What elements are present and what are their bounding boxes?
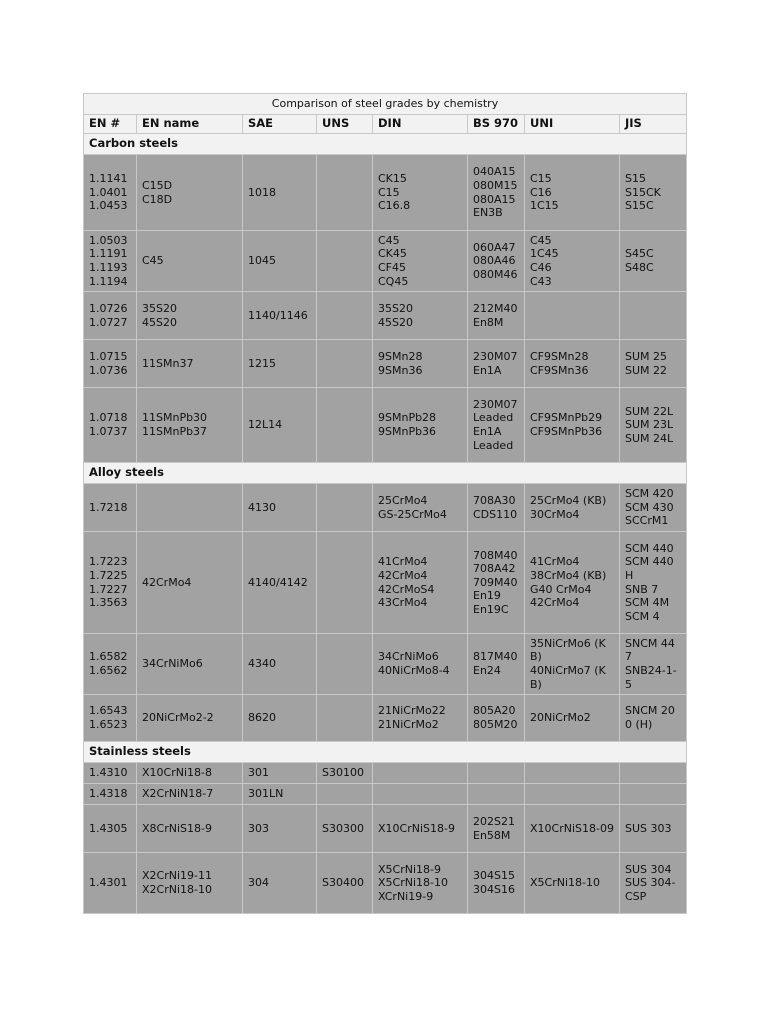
cell-en-number: 1.0718 1.0737: [84, 388, 137, 463]
cell-uni: [525, 292, 620, 340]
section-title: Stainless steels: [84, 742, 687, 763]
cell-din: [373, 763, 468, 784]
cell-sae: 4340: [243, 634, 317, 695]
cell-en-number: 1.1141 1.0401 1.0453: [84, 155, 137, 231]
section-title: Carbon steels: [84, 134, 687, 155]
cell-uni: [525, 763, 620, 784]
cell-en-name: 20NiCrMo2-2: [137, 695, 243, 742]
cell-sae: 8620: [243, 695, 317, 742]
cell-bs-970: 212M40 En8M: [468, 292, 525, 340]
cell-en-number: 1.4305: [84, 805, 137, 853]
cell-uns: [317, 340, 373, 388]
cell-jis: [620, 784, 687, 805]
cell-din: C45 CK45 CF45 CQ45: [373, 231, 468, 292]
table-row: [84, 484, 687, 532]
cell-en-number: 1.4318: [84, 784, 137, 805]
cell-bs-970: 304S15 304S16: [468, 853, 525, 914]
cell-en-name: 35S20 45S20: [137, 292, 243, 340]
cell-jis: SNCM 447 SNB24-1-5: [620, 634, 687, 695]
table-row: [84, 231, 687, 292]
cell-uns: [317, 634, 373, 695]
cell-en-name: [137, 484, 243, 532]
cell-en-number: 1.7223 1.7225 1.7227 1.3563: [84, 532, 137, 634]
table-row: [84, 340, 687, 388]
cell-jis: [620, 763, 687, 784]
table-row: [84, 155, 687, 231]
cell-jis: SUM 22L SUM 23L SUM 24L: [620, 388, 687, 463]
cell-uni: 35NiCrMo6 (KB) 40NiCrMo7 (KB): [525, 634, 620, 695]
cell-uns: S30400: [317, 853, 373, 914]
cell-jis: SCM 440 SCM 440H SNB 7 SCM 4M SCM 4: [620, 532, 687, 634]
cell-uni: C15 C16 1C15: [525, 155, 620, 231]
cell-en-number: 1.4310: [84, 763, 137, 784]
cell-jis: SUS 303: [620, 805, 687, 853]
header-uns[interactable]: UNS: [317, 115, 373, 134]
cell-bs-970: 202S21 En58M: [468, 805, 525, 853]
cell-uns: [317, 695, 373, 742]
cell-uni: 20NiCrMo2: [525, 695, 620, 742]
cell-bs-970: 817M40 En24: [468, 634, 525, 695]
table-header: [84, 115, 687, 134]
header-uni[interactable]: UNI: [525, 115, 620, 134]
cell-en-number: 1.6543 1.6523: [84, 695, 137, 742]
cell-sae: 1045: [243, 231, 317, 292]
cell-sae: 1215: [243, 340, 317, 388]
cell-jis: S45C S48C: [620, 231, 687, 292]
cell-en-number: 1.4301: [84, 853, 137, 914]
table-row: [84, 532, 687, 634]
table-row: [84, 763, 687, 784]
cell-din: 9SMn28 9SMn36: [373, 340, 468, 388]
cell-din: X5CrNi18-9 X5CrNi18-10 XCrNi19-9: [373, 853, 468, 914]
cell-din: CK15 C15 C16.8: [373, 155, 468, 231]
table-body: [84, 134, 687, 914]
steel-grade-table: [83, 93, 687, 914]
table-row: [84, 853, 687, 914]
cell-sae: 304: [243, 853, 317, 914]
cell-din: 35S20 45S20: [373, 292, 468, 340]
cell-bs-970: 708A30 CDS110: [468, 484, 525, 532]
cell-uns: [317, 784, 373, 805]
header-sae[interactable]: SAE: [243, 115, 317, 134]
cell-sae: 1018: [243, 155, 317, 231]
cell-en-name: X2CrNiN18-7: [137, 784, 243, 805]
cell-bs-970: 230M07 Leaded En1A Leaded: [468, 388, 525, 463]
cell-en-name: X8CrNiS18-9: [137, 805, 243, 853]
cell-uns: [317, 532, 373, 634]
cell-bs-970: [468, 784, 525, 805]
cell-uni: C45 1C45 C46 C43: [525, 231, 620, 292]
cell-jis: S15 S15CK S15C: [620, 155, 687, 231]
table-row: [84, 695, 687, 742]
header-din[interactable]: DIN: [373, 115, 468, 134]
cell-uni: CF9SMnPb29 CF9SMnPb36: [525, 388, 620, 463]
table-row: [84, 805, 687, 853]
cell-sae: 12L14: [243, 388, 317, 463]
cell-bs-970: 230M07 En1A: [468, 340, 525, 388]
section-title: Alloy steels: [84, 463, 687, 484]
cell-jis: [620, 292, 687, 340]
cell-din: 41CrMo4 42CrMo4 42CrMoS4 43CrMo4: [373, 532, 468, 634]
cell-uni: CF9SMn28 CF9SMn36: [525, 340, 620, 388]
cell-jis: SUS 304 SUS 304-CSP: [620, 853, 687, 914]
cell-jis: SCM 420 SCM 430 SCCrM1: [620, 484, 687, 532]
table-row: [84, 292, 687, 340]
cell-uni: [525, 784, 620, 805]
cell-din: X10CrNiS18-9: [373, 805, 468, 853]
cell-bs-970: 040A15 080M15 080A15 EN3B: [468, 155, 525, 231]
cell-bs-970: [468, 763, 525, 784]
cell-din: [373, 784, 468, 805]
cell-uns: [317, 231, 373, 292]
cell-din: 9SMnPb28 9SMnPb36: [373, 388, 468, 463]
section-header-row: [84, 134, 687, 155]
cell-uns: S30100: [317, 763, 373, 784]
header-jis[interactable]: JIS: [620, 115, 687, 134]
cell-uni: X5CrNi18-10: [525, 853, 620, 914]
cell-en-name: X10CrNi18-8: [137, 763, 243, 784]
header-row: [84, 115, 687, 134]
cell-jis: SUM 25 SUM 22: [620, 340, 687, 388]
cell-sae: 1140/1146: [243, 292, 317, 340]
section-header-row: [84, 742, 687, 763]
cell-uni: 25CrMo4 (KB) 30CrMo4: [525, 484, 620, 532]
cell-en-name: X2CrNi19-11 X2CrNi18-10: [137, 853, 243, 914]
cell-bs-970: 708M40 708A42 709M40 En19 En19C: [468, 532, 525, 634]
header-en-name[interactable]: EN name: [137, 115, 243, 134]
cell-uni: 41CrMo4 38CrMo4 (KB) G40 CrMo4 42CrMo4: [525, 532, 620, 634]
cell-bs-970: 060A47 080A46 080M46: [468, 231, 525, 292]
cell-en-name: 42CrMo4: [137, 532, 243, 634]
cell-en-number: 1.6582 1.6562: [84, 634, 137, 695]
cell-uns: [317, 155, 373, 231]
cell-en-number: 1.7218: [84, 484, 137, 532]
cell-sae: 301LN: [243, 784, 317, 805]
table-row: [84, 784, 687, 805]
cell-din: 21NiCrMo22 21NiCrMo2: [373, 695, 468, 742]
section-header-row: [84, 463, 687, 484]
cell-bs-970: 805A20 805M20: [468, 695, 525, 742]
cell-en-number: 1.0715 1.0736: [84, 340, 137, 388]
cell-en-number: 1.0726 1.0727: [84, 292, 137, 340]
cell-en-number: 1.0503 1.1191 1.1193 1.1194: [84, 231, 137, 292]
cell-din: 34CrNiMo6 40NiCrMo8-4: [373, 634, 468, 695]
cell-en-name: C45: [137, 231, 243, 292]
table-row: [84, 388, 687, 463]
cell-en-name: 11SMnPb30 11SMnPb37: [137, 388, 243, 463]
cell-sae: 4140/4142: [243, 532, 317, 634]
table-caption: Comparison of steel grades by chemistry: [83, 93, 687, 114]
cell-din: 25CrMo4 GS-25CrMo4: [373, 484, 468, 532]
cell-uns: [317, 484, 373, 532]
table-row: [84, 634, 687, 695]
cell-sae: 4130: [243, 484, 317, 532]
cell-uns: S30300: [317, 805, 373, 853]
cell-uns: [317, 388, 373, 463]
header-bs-970[interactable]: BS 970: [468, 115, 525, 134]
cell-sae: 303: [243, 805, 317, 853]
cell-sae: 301: [243, 763, 317, 784]
cell-uni: X10CrNiS18-09: [525, 805, 620, 853]
cell-jis: SNCM 200 (H): [620, 695, 687, 742]
header-en-number[interactable]: EN #: [84, 115, 137, 134]
cell-en-name: 11SMn37: [137, 340, 243, 388]
cell-en-name: 34CrNiMo6: [137, 634, 243, 695]
cell-uns: [317, 292, 373, 340]
cell-en-name: C15D C18D: [137, 155, 243, 231]
